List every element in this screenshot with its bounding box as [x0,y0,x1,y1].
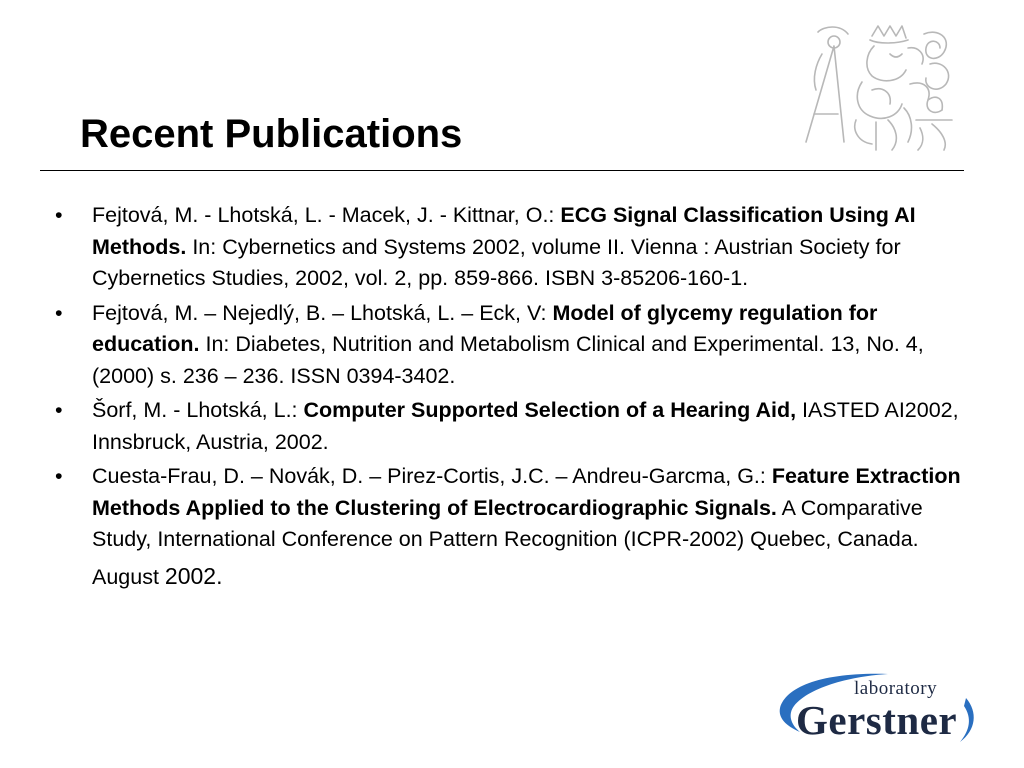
publication-end-punctuation: . [216,562,223,589]
publication-authors: Šorf, M. - Lhotská, L.: [92,398,304,422]
czech-lion-emblem-icon [792,24,958,154]
publication-details: IASTED AI2002, Innsbruck, Austria, 2002. [92,398,959,454]
publication-item [55,461,970,596]
slide-title: Recent Publications [80,112,463,156]
title-divider [40,170,964,171]
publication-details: In: Diabetes, Nutrition and Metabolism Clinical and Experimental. 13, No. 4, (2000) s. 236 – 236. ISSN 0394-3402. [92,332,924,388]
publication-details: In: Cybernetics and Systems 2002, volume II. Vienna : Austrian Society for Cybernetics Studies, 2002, vol. 2, pp. 859-866. ISBN 3-85206-160-1. [92,234,901,290]
publication-item [55,298,970,393]
publication-title: Computer Supported Selection of a Hearing Aid, [303,398,797,422]
publication-year: 2002 [164,562,217,589]
publication-item [55,395,970,458]
logo-text-laboratory: laboratory [854,678,938,699]
publication-title: Feature Extraction Methods Applied to the Clustering of Electrocardiographic Signals. [92,464,961,520]
publication-details: A Comparative Study, International Conference on Pattern Recognition (ICPR-2002) Quebec, Canada. August [92,495,923,589]
logo-text-gerstner: Gerstner [796,697,958,743]
publication-title: ECG Signal Classification Using AI Methods. [92,203,916,259]
bullet: • [55,464,63,488]
bullet: • [55,398,63,422]
bullet: • [55,300,63,325]
publication-authors: Cuesta-Frau, D. – Novák, D. – Pirez-Cortis, J.C. – Andreu-Garcma, G.: [92,464,772,488]
bullet: • [55,203,63,227]
publication-item [55,200,970,295]
publication-authors: Fejtová, M. – Nejedlý, B. – Lhotská, L. – Eck, V: [92,300,553,325]
publication-list [55,200,970,599]
publication-title: Model of glycemy regulation for education. [92,300,878,356]
publication-authors: Fejtová, M. - Lhotská, L. - Macek, J. - Kittnar, O.: [92,203,561,227]
gerstner-laboratory-logo [776,668,986,748]
